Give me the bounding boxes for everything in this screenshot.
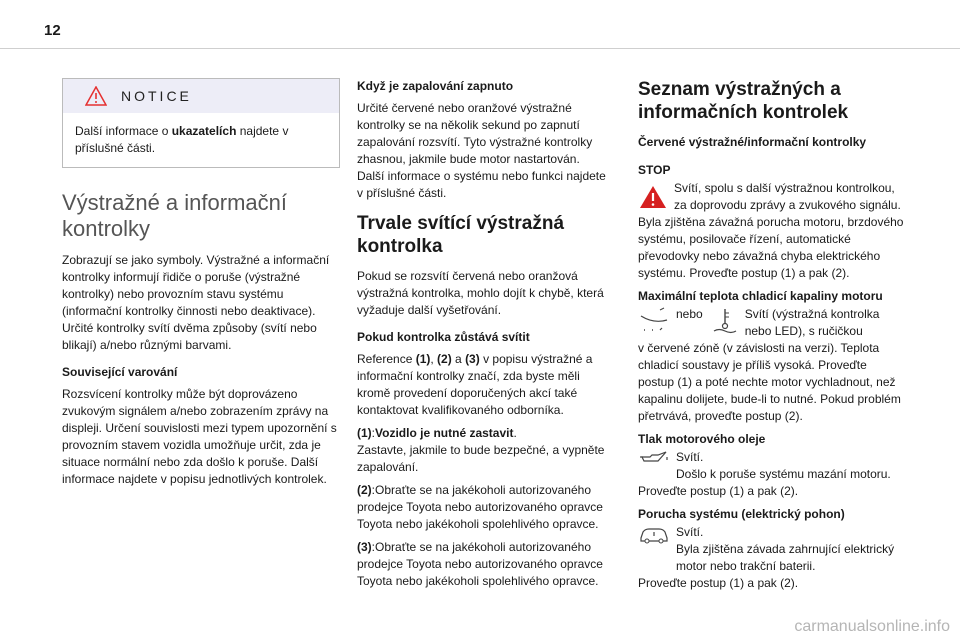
ignition-on-text: Určité červené nebo oranžové výstražné kontrolky se na několik sekund po zapnutí zapalování rozsvítí. Tyto výstražné kontrolky zhasnou, jakmile bude motor nastartován. Další informace o systému nebo funkci najdete v příslušné části. <box>357 101 606 200</box>
oil-text-3: Proveďte postup (1) a pak (2). <box>638 484 799 498</box>
related-warnings-heading: Související varování <box>62 365 178 379</box>
oil-pressure-heading: Tlak motorového oleje <box>638 432 766 446</box>
stop-heading: STOP <box>638 163 671 177</box>
ignition-on-heading: Když je zapalování zapnuto <box>357 79 514 93</box>
electric-fault-row <box>638 524 906 575</box>
page-number: 12 <box>44 22 61 39</box>
top-divider <box>0 48 960 49</box>
column-1 <box>62 78 340 494</box>
notice-bold-term: ukazatelích <box>171 124 237 138</box>
red-lights-heading: Červené výstražné/informační kontrolky <box>638 135 867 149</box>
oil-can-icon <box>638 449 670 469</box>
section-heading-warning-lights: Výstražné a informační kontrolky <box>62 190 287 241</box>
stop-text: Svítí, spolu s další výstražnou kontrolkou, za doprovodu zprávy a zvukového signálu. Byla zjištěna závažná porucha motoru, brzdového systému, posilovače řízení, automatické převodovky nebo závažná chyba elektrického systému. Proveďte postup (1) a pak (2). <box>638 181 904 280</box>
reference-item-3: (3):Obraťte se na jakékoholi autorizovaného prodejce Toyota nebo autorizovaného opravce Toyota nebo jakékoholi spolehlivého opravce. <box>357 540 603 588</box>
electric-text-1: Svítí. <box>676 525 704 539</box>
steady-light-text: Pokud se rozsvítí červená nebo oranžová výstražná kontrolka, mohlo dojít k chybě, která vyžaduje další vyšetřování. <box>357 269 604 317</box>
column-2 <box>357 78 607 596</box>
reference-paragraph: Reference (1), (2) a (3) v popisu výstražné a informační kontrolky značí, zda byste měli kromě provedení doporučených akcí také kontaktovat kvalifikovaného odborníka. <box>357 352 593 417</box>
coolant-temperature-icon <box>711 306 739 334</box>
notice-text: Další informace o ukazatelích najdete v příslušné části. <box>75 124 289 155</box>
steady-light-heading: Trvale svítící výstražná kontrolka <box>357 213 565 257</box>
coolant-or: nebo <box>676 307 703 321</box>
intro-paragraph: Zobrazují se jako symboly. Výstražné a informační kontrolky informují řidiče o poruše (výstražné kontrolky) nebo provozním stavu systému (informační kontrolky činnosti nebo deaktivace). Určité kontrolky svítí dvěma způsoby (svítí nebo blikají) a/nebo různými barvami. <box>62 253 330 352</box>
reference-item-2: (2):Obraťte se na jakékoholi autorizovaného prodejce Toyota nebo autorizovaného opravce Toyota nebo jakékoholi spolehlivého opravce. <box>357 483 603 531</box>
oil-text-2: Došlo k poruše systému mazání motoru. <box>676 467 891 481</box>
stop-warning-icon <box>638 184 668 210</box>
coolant-text-2: v červené zóně (v závislosti na verzi). Teplota chladicí soustavy je příliš vysoká. Proveďte postup (1) a poté nechte motor vychladnout, než kapalinu dolijete, bude-li to nutné. Pokud problém přetrvává, proveďte postup (2). <box>638 341 901 423</box>
notice-header <box>63 79 339 113</box>
coolant-heading: Maximální teplota chladicí kapaliny motoru <box>638 289 883 303</box>
related-warnings-text: Rozsvícení kontrolky může být doprovázeno zvukovým signálem a/nebo zobrazením zprávy na displeji. Určení souvislosti mezi typem upozornění s provozním stavem vozidla umožňuje určit, zda je situace normální nebo zda došlo k poruše. Další informace najdete v popisu jednotlivých kontrolek. <box>62 387 337 486</box>
electric-fault-heading: Porucha systému (elektrický pohon) <box>638 507 845 521</box>
coolant-gauge-icon <box>638 306 670 334</box>
column-3 <box>638 78 906 598</box>
notice-title: NOTICE <box>121 87 192 104</box>
coolant-icons-row <box>638 306 906 340</box>
oil-pressure-row <box>638 449 906 483</box>
reference-item-1: (1):Vozidlo je nutné zastavit. Zastavte, jakmile to bude bezpečné, a vypněte zapalování. <box>357 426 605 474</box>
stop-entry <box>638 180 906 282</box>
electric-text-3: Proveďte postup (1) a pak (2). <box>638 576 799 590</box>
electric-car-fault-icon <box>638 524 670 546</box>
oil-text-1: Svítí. <box>676 450 704 464</box>
watermark-footer: carmanualsonline.info <box>794 618 950 635</box>
light-stays-on-heading: Pokud kontrolka zůstává svítit <box>357 330 530 344</box>
electric-text-2: Byla zjištěna závada zahrnující elektrický motor nebo trakční baterii. <box>676 542 895 573</box>
warning-triangle-icon <box>85 86 107 106</box>
coolant-text-1: Svítí (výstražná kontrolka nebo LED), s ručičkou <box>744 307 880 338</box>
notice-box <box>62 78 340 168</box>
list-heading: Seznam výstražných a informačních kontrolek <box>638 79 849 123</box>
